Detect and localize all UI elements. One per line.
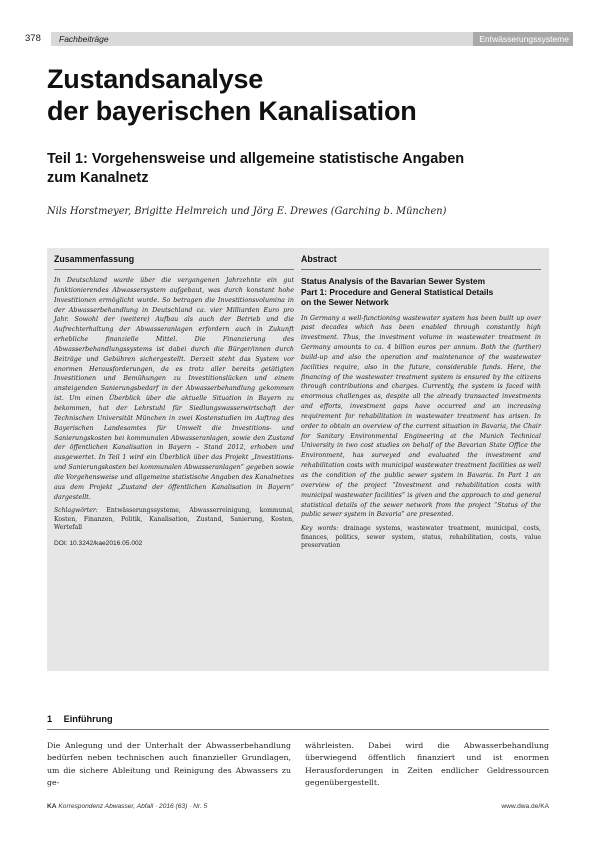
article-title-line2: der bayerischen Kanalisation: [47, 96, 417, 126]
zusammenfassung-heading: Zusammenfassung: [54, 248, 294, 270]
zusammenfassung-column: [54, 248, 294, 547]
authors: Nils Horstmeyer, Brigitte Helmreich und Jörg E. Drewes (Garching b. München): [47, 206, 447, 217]
page-number: 378: [22, 32, 51, 46]
key-words-label: Key words:: [301, 525, 339, 533]
schlagwoerter-text: Entwässerungssysteme, Abwasserreinigung, kommunal, Kosten, Finanzen, Politik, Kanalisation, Zustand, Sanierung, Kosten, Wertefall: [54, 507, 294, 532]
abstract-box: [47, 248, 549, 671]
schlagwoerter-label: Schlagwörter:: [54, 507, 98, 515]
key-words: [301, 525, 541, 550]
running-header: [22, 32, 573, 46]
abstract-column: [301, 248, 541, 550]
abstract-title-line2: Part 1: Procedure and General Statistical Details: [301, 286, 494, 297]
footer-journal-abbr: KA: [47, 803, 57, 810]
article-title: [47, 63, 547, 127]
schlagwoerter: [54, 507, 294, 532]
section-heading: [47, 714, 549, 730]
section-label: Fachbeiträge: [59, 34, 109, 44]
key-words-text: drainage systems, wastewater treatment, municipal, costs, finances, politics, sewer system, status, rehabilitation, costs, value preservation: [301, 525, 541, 550]
article-subtitle: [47, 150, 547, 188]
abstract-text: In Germany a well-functioning wastewater system has been built up over past decades which has been enabled through constantly high investment. Thus, the investment volume in wastewater treatment in Germany amounts to ca. 4 billion euros per annum. Both the (further) build-up and also the operation and maintenance of the wastewater facilities require, also in the future, considerable funds. Here, the financing of the wastewater treatment system is ensured by the citizens through contributions and charges. Currently, the system is faced with enormous challenges as, despite all the already transacted investments and efforts, investment gaps have occurred and an increasing requirement for rehabilitation in wastewater treatment has arisen. In order to obtain an overview of the current situation in Bavaria, the Chair for Sanitary Environmental Engineering at the Munich Technical University in two cost studies on behalf of the Bavarian State Office the Environment, has surveyed and evaluated the investment and rehabilitation costs with municipal wastewater treatment facilities as well as the condition of the public sewer system in Bavaria. In Part 1 an overview of the project “Investment and rehabilitation costs with municipal wastewater facilities” is given and the approach to and general statistical details of the sewer network from the project “Status of the public sewer system in Bavaria” are presented.: [301, 314, 541, 519]
category-label: Entwässerungssysteme: [473, 32, 573, 46]
footer-journal-text: Korrespondenz Abwasser, Abfall · 2016 (63) · Nr. 5: [58, 803, 208, 810]
abstract-title: [301, 276, 541, 308]
body-text-right: währleisten. Dabei wird die Abwasserbehandlung überwiegend öffentlich finanziert und ist enormen Herausforderungen in Zeiten endlicher Geldressourcen gegenübergestellt.: [305, 741, 549, 788]
zusammenfassung-text: In Deutschland wurde über die vergangenen Jahrzehnte ein gut funktionierendes Abwassersystem aufgebaut, was durch konstant hohe Investitionen ermöglicht wurde. So betragen die Investitionsvolumina in der Abwasserbehandlung in Deutschland ca. vier Milliarden Euro pro Jahr. Sowohl der (weitere) Aufbau als auch der Betrieb und die Aufrechterhaltung der Abwasseranlagen erfordern auch in Zukunft erhebliche finanzielle Mittel. Die Finanzierung des Abwasserbehandlungssystems ist dabei durch die Bürger/innen durch Beiträge und Gebühren sichergestellt. Derzeit steht das System vor enormen Herausforderungen, da es trotz aller bereits getätigten Investitionen und Bemühungen zu Investitionslücken und einem ansteigenden Sanierungsbedarf in der Abwasserbehandlung gekommen ist. Um einen Überblick über die aktuelle Situation in Bayern zu bekommen, hat der Lehrstuhl für Siedlungswasserwirtschaft der Technischen Universität München in zwei Kostenstudien im Auftrag des Bayerischen Landesamtes für Umwelt die Investitions- und Sanierungskosten bei kommunalen Abwasseranlagen, sowie den Zustand der öffentlichen Kanalisation in Bayern – Stand 2012, erhoben und ausgewertet. In Teil 1 wird ein Überblick über das Projekt „Investitions- und Sanierungskosten bei kommunalen Abwasseranlagen“ gegeben sowie die Vorgehensweise und allgemeine statistische Angaben des Kanalnetzes aus dem Projekt „Zustand der öffentlichen Kanalisation in Bayern“ dargestellt.: [54, 277, 294, 501]
abstract-title-line3: on the Sewer Network: [301, 297, 389, 307]
article-subtitle-line2: zum Kanalnetz: [47, 170, 149, 186]
abstract-title-line1: Status Analysis of the Bavarian Sewer System: [301, 276, 486, 286]
body-text-left: Die Anlegung und der Unterhalt der Abwasserbehandlung bedürfen neben technischen auch finanzieller Grundlagen, um die sichere Ableitung und Reinigung des Abwassers zu ge-: [47, 741, 291, 788]
footer-journal: [47, 803, 207, 810]
abstract-heading: Abstract: [301, 248, 541, 270]
section-number: 1: [47, 714, 53, 724]
footer-url[interactable]: www.dwa.de/KA: [501, 803, 549, 810]
article-title-line1: Zustandsanalyse: [47, 64, 264, 94]
section-title: Einführung: [63, 714, 113, 724]
article-subtitle-line1: Teil 1: Vorgehensweise und allgemeine statistische Angaben: [47, 151, 465, 167]
doi: DOI: 10.3242/kae2016.05.002: [54, 539, 143, 547]
